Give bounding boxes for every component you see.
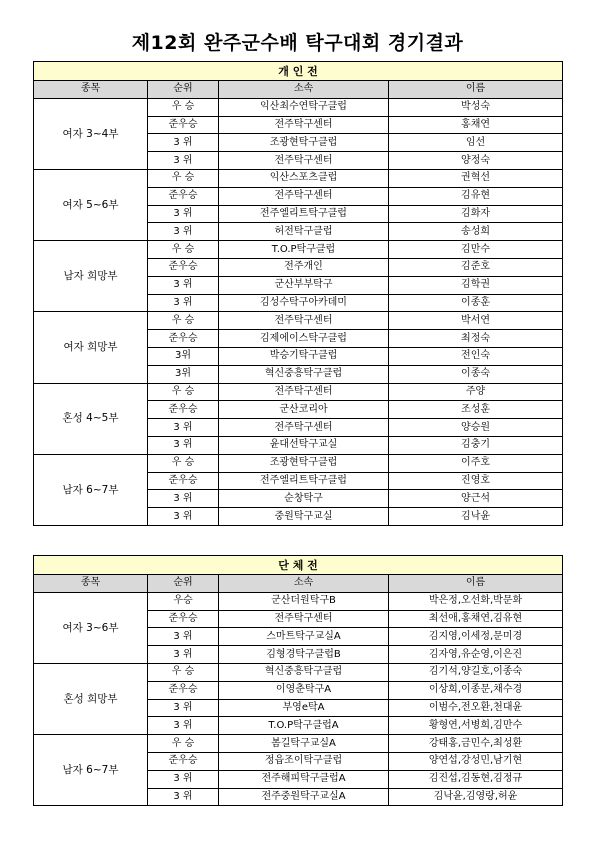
rank-cell: 우승 <box>148 592 219 610</box>
column-header-row <box>34 575 563 593</box>
rank-cell: 3 위 <box>148 134 219 152</box>
rank-cell: 우 승 <box>148 169 219 187</box>
name-cell: 주양 <box>389 383 563 401</box>
team-cell: 정읍조이탁구클럽 <box>219 752 389 770</box>
name-cell: 임선 <box>389 134 563 152</box>
event-category: 남자 희망부 <box>34 241 148 312</box>
rank-cell: 3 위 <box>148 294 219 312</box>
name-cell: 김낙윤 <box>389 508 563 526</box>
team-cell: 군산코리아 <box>219 401 389 419</box>
rank-cell: 준우승 <box>148 401 219 419</box>
event-category: 여자 3~6부 <box>34 592 148 663</box>
rank-cell: 준우승 <box>148 752 219 770</box>
table-row <box>34 383 563 401</box>
team-cell: 전주탁구센터 <box>219 610 389 628</box>
name-cell: 김낙윤,김영랑,허윤 <box>389 788 563 806</box>
team-cell: 박승기탁구클럽 <box>219 347 389 365</box>
table-row <box>34 241 563 259</box>
rank-cell: 준우승 <box>148 610 219 628</box>
team-cell: 전주개인 <box>219 258 389 276</box>
name-cell: 박은정,오선화,박문화 <box>389 592 563 610</box>
name-cell: 김화자 <box>389 205 563 223</box>
name-cell: 전인숙 <box>389 347 563 365</box>
rank-cell: 3 위 <box>148 699 219 717</box>
name-cell: 김지영,이세정,문미경 <box>389 628 563 646</box>
team-cell: 전주탁구센터 <box>219 187 389 205</box>
team-cell: 군산더원탁구B <box>219 592 389 610</box>
name-cell: 김유현 <box>389 187 563 205</box>
rank-cell: 우 승 <box>148 454 219 472</box>
name-cell: 강태홍,금민수,최성환 <box>389 735 563 753</box>
team-cell: 조광현탁구클럽 <box>219 134 389 152</box>
name-cell: 양연섭,강성민,남기현 <box>389 752 563 770</box>
name-cell: 김자영,유순영,이은진 <box>389 646 563 664</box>
name-cell: 최정숙 <box>389 330 563 348</box>
name-cell: 송성희 <box>389 223 563 241</box>
name-cell: 김만수 <box>389 241 563 259</box>
rank-cell: 3 위 <box>148 436 219 454</box>
team-cell: 익산최수연탁구클럽 <box>219 98 389 116</box>
name-cell: 최선애,홍채연,김유현 <box>389 610 563 628</box>
rank-cell: 3 위 <box>148 717 219 735</box>
team-cell: 봄길탁구교실A <box>219 735 389 753</box>
rank-cell: 우 승 <box>148 735 219 753</box>
name-cell: 양근석 <box>389 490 563 508</box>
name-cell: 김충기 <box>389 436 563 454</box>
header-name: 이름 <box>389 575 563 593</box>
team-cell: T.O.P탁구클럽A <box>219 717 389 735</box>
name-cell: 김학권 <box>389 276 563 294</box>
event-category: 남자 6~7부 <box>34 454 148 525</box>
team-cell: 중원탁구교실 <box>219 508 389 526</box>
team-cell: 이영춘탁구A <box>219 681 389 699</box>
section-title: 개 인 전 <box>34 62 563 81</box>
rank-cell: 3 위 <box>148 419 219 437</box>
name-cell: 진영호 <box>389 472 563 490</box>
name-cell: 이종숙 <box>389 365 563 383</box>
name-cell: 이상희,이종문,채수경 <box>389 681 563 699</box>
event-category: 남자 6~7부 <box>34 735 148 806</box>
individual-results-table <box>33 61 563 526</box>
name-cell: 김진섭,김동현,김정규 <box>389 770 563 788</box>
name-cell: 이범수,전오환,천대윤 <box>389 699 563 717</box>
rank-cell: 3 위 <box>148 152 219 170</box>
team-cell: 김성수탁구아카데미 <box>219 294 389 312</box>
rank-cell: 우 승 <box>148 663 219 681</box>
team-cell: 전주탁구센터 <box>219 419 389 437</box>
table-row <box>34 169 563 187</box>
header-team: 소속 <box>219 81 389 99</box>
team-cell: T.O.P탁구클럽 <box>219 241 389 259</box>
team-cell: 김제에이스탁구클럽 <box>219 330 389 348</box>
section-title: 단 체 전 <box>34 556 563 575</box>
team-results-table <box>33 555 563 806</box>
rank-cell: 우 승 <box>148 241 219 259</box>
team-cell: 전주중원탁구교실A <box>219 788 389 806</box>
event-category: 혼성 희망부 <box>34 663 148 734</box>
header-rank: 순위 <box>148 81 219 99</box>
name-cell: 양승원 <box>389 419 563 437</box>
rank-cell: 우 승 <box>148 383 219 401</box>
table-row <box>34 735 563 753</box>
event-category: 여자 희망부 <box>34 312 148 383</box>
team-cell: 김형경탁구클럽B <box>219 646 389 664</box>
event-category: 혼성 4~5부 <box>34 383 148 454</box>
rank-cell: 준우승 <box>148 187 219 205</box>
rank-cell: 준우승 <box>148 330 219 348</box>
header-event: 종목 <box>34 575 148 593</box>
rank-cell: 우 승 <box>148 312 219 330</box>
name-cell: 이종훈 <box>389 294 563 312</box>
rank-cell: 3 위 <box>148 508 219 526</box>
page-title: 제12회 완주군수배 탁구대회 경기결과 <box>131 32 464 54</box>
table-row <box>34 592 563 610</box>
rank-cell: 3 위 <box>148 628 219 646</box>
team-cell: 전주엘리트탁구클럽 <box>219 205 389 223</box>
rank-cell: 3 위 <box>148 770 219 788</box>
table-row <box>34 663 563 681</box>
team-cell: 순창탁구 <box>219 490 389 508</box>
team-cell: 전주탁구센터 <box>219 152 389 170</box>
rank-cell: 준우승 <box>148 116 219 134</box>
header-team: 소속 <box>219 575 389 593</box>
rank-cell: 3 위 <box>148 490 219 508</box>
name-cell: 박성숙 <box>389 98 563 116</box>
team-cell: 군산부부탁구 <box>219 276 389 294</box>
table-row <box>34 98 563 116</box>
rank-cell: 준우승 <box>148 472 219 490</box>
event-category: 여자 5~6부 <box>34 169 148 240</box>
header-rank: 순위 <box>148 575 219 593</box>
name-cell: 김기석,양길호,이종숙 <box>389 663 563 681</box>
name-cell: 조성훈 <box>389 401 563 419</box>
team-cell: 전주탁구센터 <box>219 383 389 401</box>
name-cell: 권혁선 <box>389 169 563 187</box>
team-cell: 전주엘리트탁구클럽 <box>219 472 389 490</box>
rank-cell: 준우승 <box>148 681 219 699</box>
team-cell: 조광현탁구클럽 <box>219 454 389 472</box>
rank-cell: 우 승 <box>148 98 219 116</box>
name-cell: 이주호 <box>389 454 563 472</box>
team-cell: 혁신중흥탁구클럽 <box>219 663 389 681</box>
team-cell: 윤대선탁구교실 <box>219 436 389 454</box>
column-header-row <box>34 81 563 99</box>
rank-cell: 3위 <box>148 365 219 383</box>
header-event: 종목 <box>34 81 148 99</box>
team-cell: 전주탁구센터 <box>219 312 389 330</box>
team-cell: 전주탁구센터 <box>219 116 389 134</box>
name-cell: 홍채연 <box>389 116 563 134</box>
table-row <box>34 312 563 330</box>
name-cell: 황형연,서병희,김만수 <box>389 717 563 735</box>
team-cell: 익산스포츠클럽 <box>219 169 389 187</box>
rank-cell: 준우승 <box>148 258 219 276</box>
rank-cell: 3 위 <box>148 646 219 664</box>
team-cell: 혁신중흥탁구클럽 <box>219 365 389 383</box>
name-cell: 김준호 <box>389 258 563 276</box>
rank-cell: 3 위 <box>148 205 219 223</box>
rank-cell: 3위 <box>148 347 219 365</box>
team-cell: 스마트탁구교실A <box>219 628 389 646</box>
name-cell: 양정숙 <box>389 152 563 170</box>
team-cell: 허전탁구클럽 <box>219 223 389 241</box>
table-row <box>34 454 563 472</box>
rank-cell: 3 위 <box>148 276 219 294</box>
header-name: 이름 <box>389 81 563 99</box>
rank-cell: 3 위 <box>148 788 219 806</box>
event-category: 여자 3~4부 <box>34 98 148 169</box>
team-cell: 부영e탁A <box>219 699 389 717</box>
team-cell: 전주해피탁구클럽A <box>219 770 389 788</box>
name-cell: 박서연 <box>389 312 563 330</box>
rank-cell: 3 위 <box>148 223 219 241</box>
